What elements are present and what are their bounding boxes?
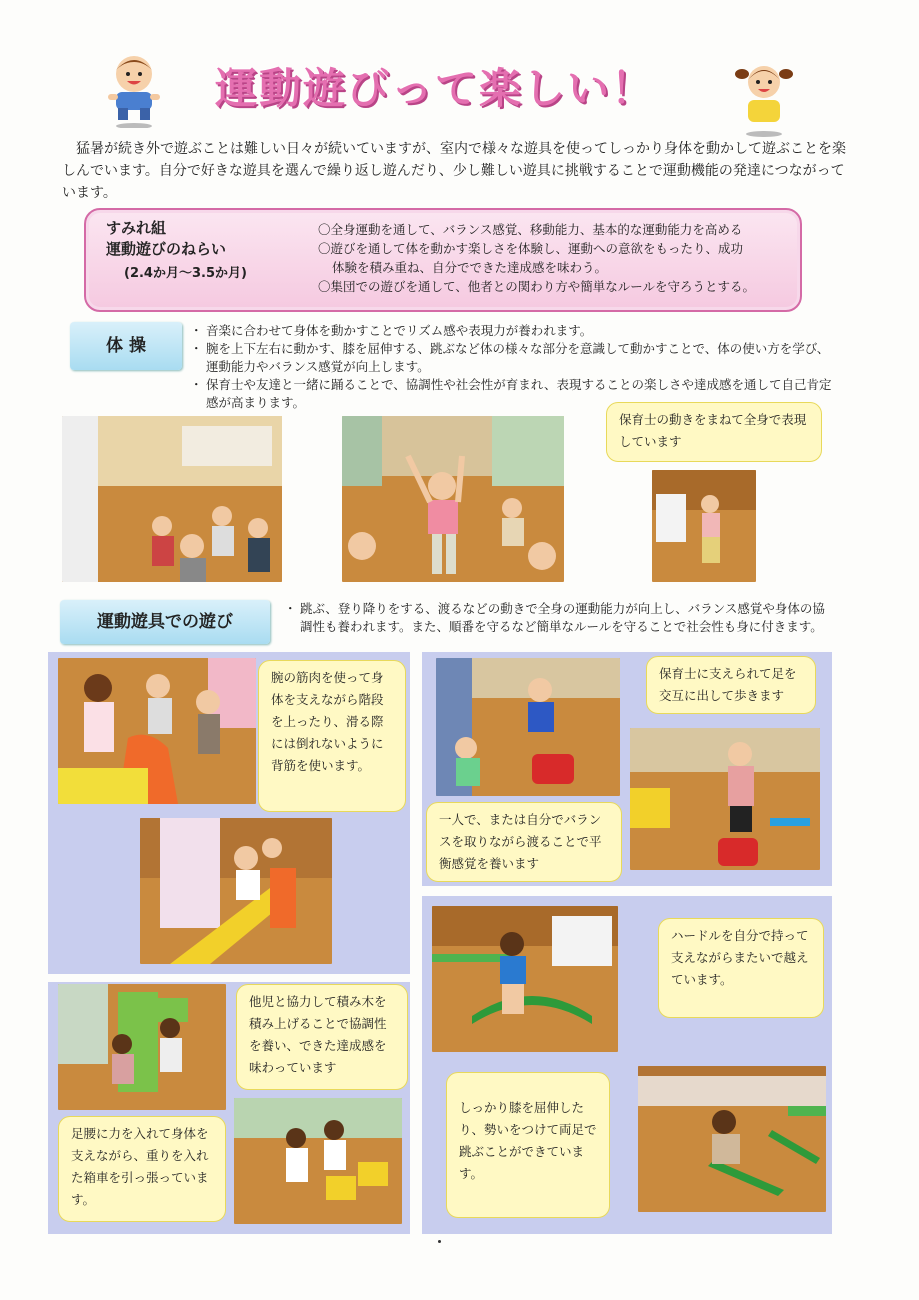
blocks-photo (58, 984, 226, 1110)
balance-bubble: 一人で、または自分でバランスを取りながら渡ることで平衡感覚を養います (426, 802, 622, 882)
equipment-label: 運動遊具での遊び (60, 600, 270, 644)
taiso-bubble: 保育士の動きをまねて全身で表現しています (606, 402, 822, 462)
aims-class-name (106, 218, 226, 260)
balance-photo-1 (436, 658, 620, 796)
hurdle-bubble: ハードルを自分で持って支えながらまたいで越えています。 (658, 918, 824, 1018)
aims-list (318, 220, 788, 296)
page-title: 運動遊びって楽しい！ (214, 64, 655, 113)
aims-item: 〇遊びを通して体を動かす楽しさを体験し、運動への意欲をもったり、成功 (318, 241, 744, 256)
aims-age: (2.4か月～3.5か月) (124, 266, 247, 281)
jump-bubble: しっかり膝を屈伸したり、勢いをつけて両足で跳ぶことができています。 (446, 1072, 610, 1218)
taiso-bullet: ・ 腕を上下左右に動かす、膝を屈伸する、跳ぶなど体の様々な部分を意識して動かすことで、体の使い方を学び、運動能力やバランス感覚が向上します。 (194, 340, 834, 376)
boy-mascot-icon (104, 48, 164, 120)
cart-photo (234, 1098, 402, 1224)
equipment-bullet: ・ 跳ぶ、登り降りをする、渡るなどの動きで全身の運動能力が向上し、バランス感覚や身体の協調性も養われます。また、順番を守るなど簡単なルールを守ることで社会性も身に付きます。 (288, 600, 834, 636)
page-mark (438, 1240, 441, 1243)
aims-item: 〇全身運動を通して、バランス感覚、移動能力、基本的な運動能力を高める (318, 222, 743, 237)
slide-photo-1 (58, 658, 256, 804)
taiso-photo-2 (342, 416, 564, 582)
arms-bubble: 腕の筋肉を使って身体を支えながら階段を上ったり、滑る際には倒れないように背筋を使います。 (258, 660, 406, 812)
girl-mascot-icon (734, 58, 794, 130)
aims-box (84, 208, 802, 312)
blocks-bubble: 他児と協力して積み木を積み上げることで協調性を養い、できた達成感を味わっています (236, 984, 408, 1090)
taiso-label: 体 操 (70, 322, 182, 370)
hurdle-photo (432, 906, 618, 1052)
jump-photo (638, 1066, 826, 1212)
taiso-bullets (194, 322, 834, 412)
taiso-bullet: ・ 音楽に合わせて身体を動かすことでリズム感や表現力が養われます。 (194, 322, 834, 340)
balance-photo-2 (630, 728, 820, 870)
class-name: すみれ組 (106, 219, 167, 237)
aims-item: 体験を積み重ね、自分でできた達成感を味わう。 (332, 260, 608, 275)
intro-paragraph: 猛暑が続き外で遊ぶことは難しい日々が続いていますが、室内で様々な遊具を使ってしっかり身体を動かして遊ぶことを楽しんでいます。自分で好きな遊具を選んで繰り返し遊んだり、少し難しい遊具に挑戦することで運動機能の発達につながっています。 (62, 141, 846, 201)
taiso-bullet: ・ 保育士や友達と一緒に踊ることで、協調性や社会性が育まれ、表現することの楽しさや達成感を通して自己肯定感が高まります。 (194, 376, 834, 412)
taiso-photo-1 (62, 416, 282, 582)
aims-title: 運動遊びのねらい (106, 240, 227, 258)
equipment-bullets (288, 600, 834, 636)
taiso-photo-3 (652, 470, 756, 582)
slide-photo-2 (140, 818, 332, 964)
aims-item: 〇集団での遊びを通して、他者との関わり方や簡単なルールを守ろうとする。 (318, 279, 756, 294)
cart-bubble: 足腰に力を入れて身体を支えながら、重りを入れた箱車を引っ張っています。 (58, 1116, 226, 1222)
support-bubble: 保育士に支えられて足を交互に出して歩きます (646, 656, 816, 714)
